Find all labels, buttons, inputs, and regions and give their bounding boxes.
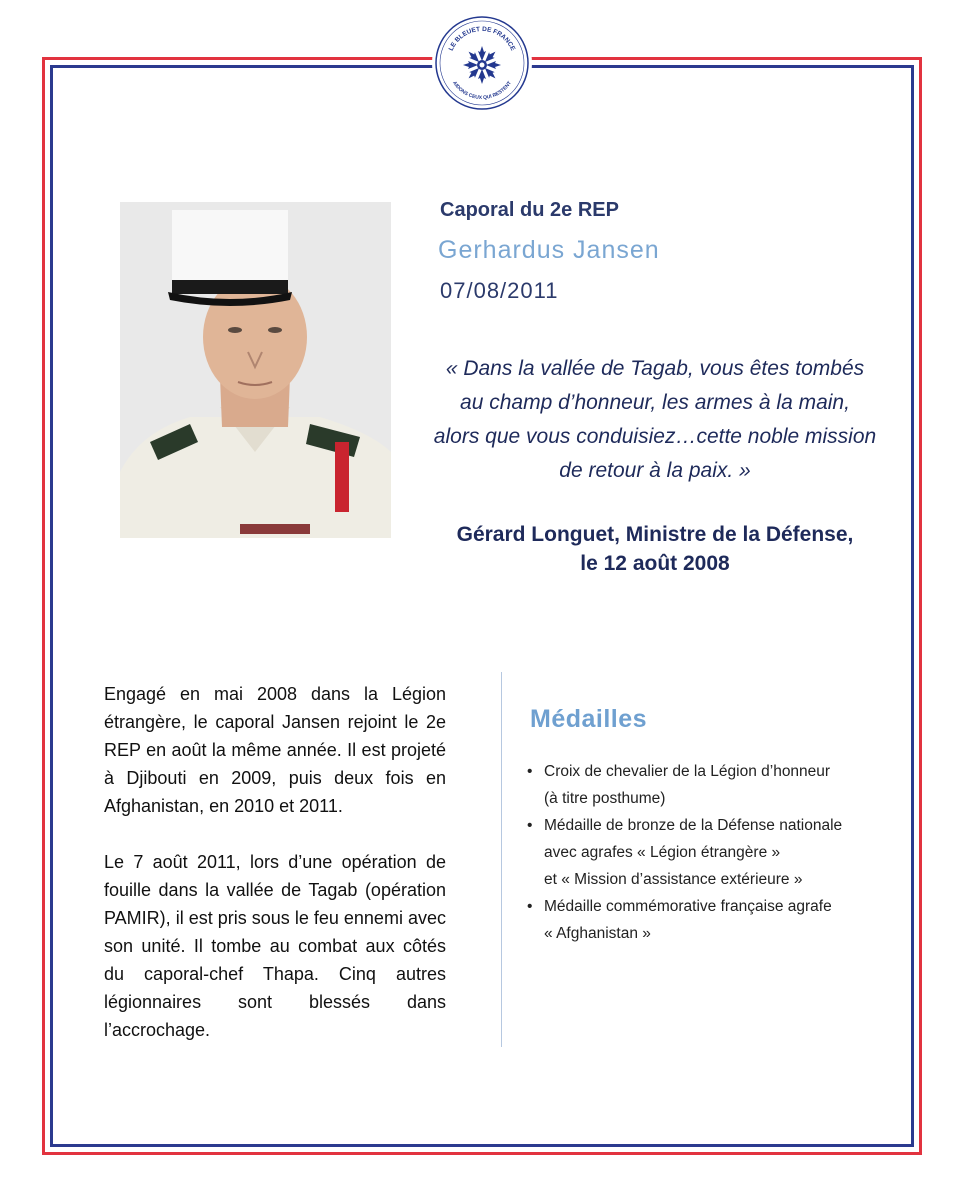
logo-bottom-text: AIDONS CEUX QUI RESTENT [451, 80, 513, 102]
medal-line: (à titre posthume) [544, 790, 666, 807]
cornflower-icon [432, 13, 532, 113]
quote-line: de retour à la paix. » [559, 459, 751, 482]
tribute-quote [430, 352, 880, 488]
medals-title: Médailles [530, 705, 648, 733]
bullet-icon: • [527, 898, 533, 915]
quote-line: alors que vous conduisiez…cette noble mission [433, 425, 877, 448]
death-date: 07/08/2011 [440, 278, 559, 303]
medal-item [525, 893, 885, 947]
bleuet-logo [432, 13, 532, 113]
quote-date: le 12 août 2008 [580, 552, 730, 575]
medal-line: et « Mission d’assistance extérieure » [544, 871, 803, 888]
rank-label: Caporal du 2e REP [440, 199, 619, 221]
quote-attribution [430, 520, 880, 578]
medal-line: Croix de chevalier de la Légion d’honneur [544, 763, 831, 780]
quote-author: Gérard Longuet, Ministre de la Défense, [456, 523, 854, 546]
medal-item [525, 812, 885, 893]
soldier-name: Gerhardus Jansen [438, 236, 660, 264]
medal-item [525, 758, 885, 812]
biography-paragraph: Le 7 août 2011, lors d’une opération de fouille dans la vallée de Tagab (opération PAMIR), il est pris sous le feu ennemi avec son unité. Il tombe au combat aux côtés du caporal-chef Thapa. Cinq autres légionnaires sont blessés dans l’accrochage. [104, 852, 446, 1040]
column-divider [501, 672, 502, 1047]
medal-line: avec agrafes « Légion étrangère » [544, 844, 781, 861]
bullet-icon: • [527, 817, 533, 834]
medal-line: « Afghanistan » [544, 925, 651, 942]
quote-line: « Dans la vallée de Tagab, vous êtes tombés [445, 357, 865, 380]
biography-paragraph: Engagé en mai 2008 dans la Légion étrangère, le caporal Jansen rejoint le 2e REP en août la même année. Il est projeté à Djibouti en 2009, puis deux fois en Afghanistan, en 2010 et 2011. [104, 684, 446, 816]
soldier-portrait [120, 202, 391, 538]
medals-list [525, 758, 885, 947]
biography [104, 680, 446, 1072]
logo-top-text: LE BLEUET DE FRANCE [447, 25, 517, 52]
medal-line: Médaille commémorative française agrafe [544, 898, 832, 915]
quote-line: au champ d’honneur, les armes à la main, [460, 391, 850, 414]
bullet-icon: • [527, 763, 533, 780]
medal-line: Médaille de bronze de la Défense nationale [544, 817, 843, 834]
